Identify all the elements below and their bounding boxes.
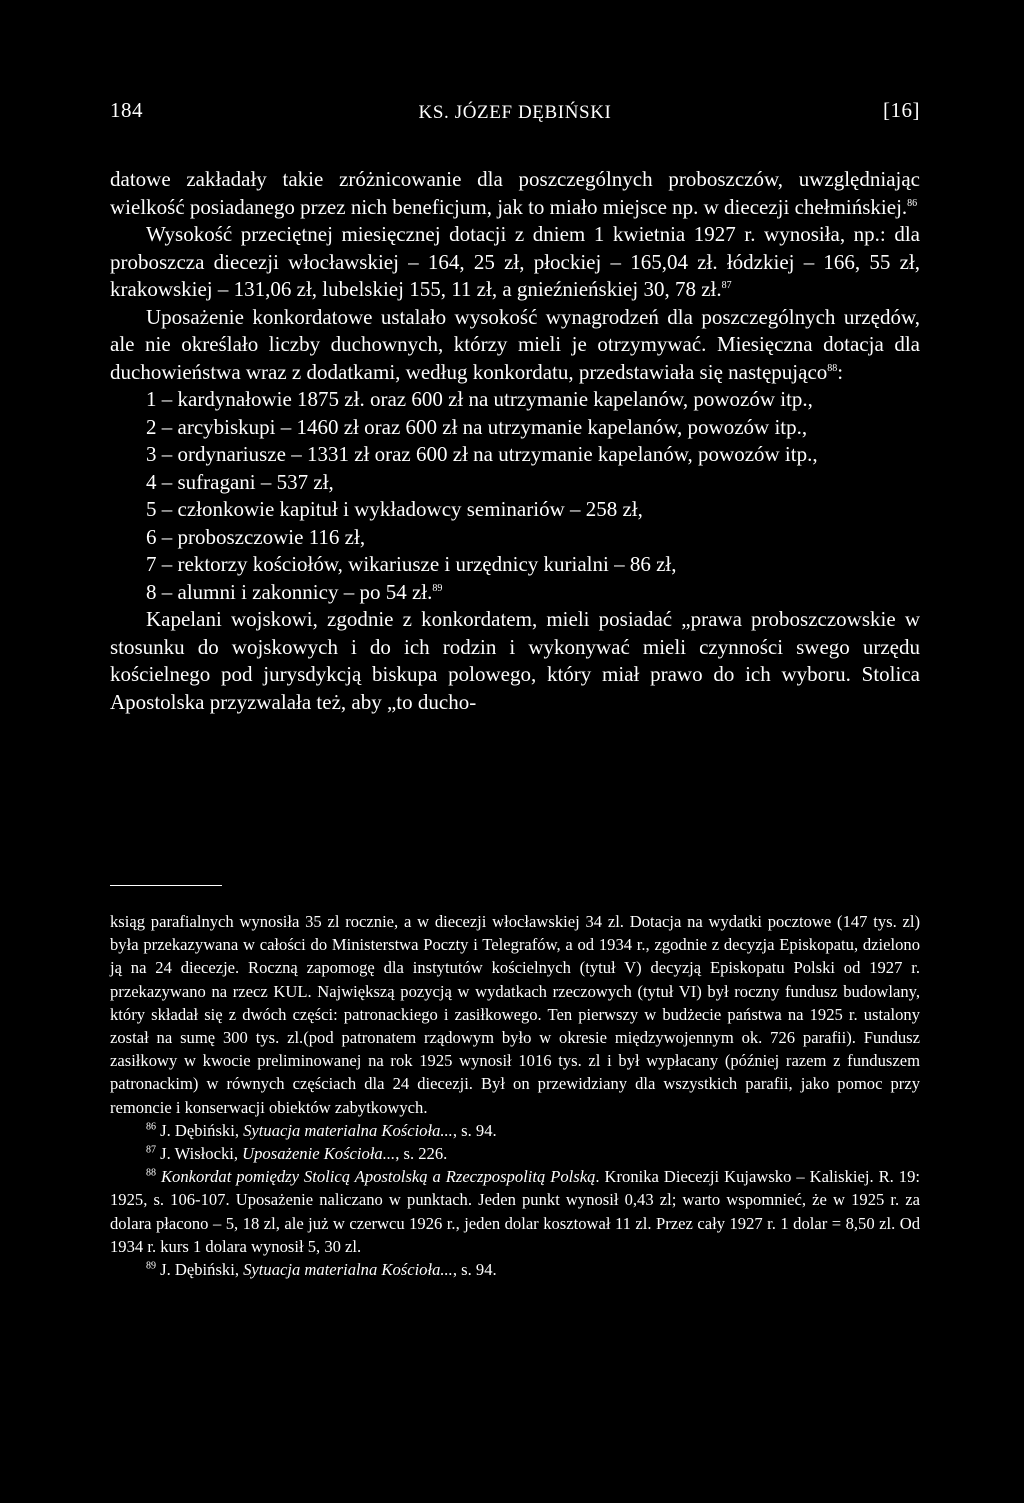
- footnote-ref-87[interactable]: 87: [721, 280, 732, 291]
- paragraph-1-text: datowe zakładały takie zróżnicowanie dla poszczególnych proboszczów, uwzględniając wielkość posiadanego przez nich beneficjum, jak to miało miejsce np. w diecezji chełmińskiej.: [110, 167, 920, 219]
- footnotes: [110, 910, 920, 1281]
- page-header: [110, 98, 920, 132]
- footnote-ref-86[interactable]: 86: [907, 197, 918, 209]
- footnote-continuation: ksiąg parafialnych wynosiła 35 zl rocznie, a w diecezji włocławskiej 34 zl. Dotacja na wydatki pocztowe (147 tys. zl) była przekazywana w całości do Ministerstwa Poczty i Telegrafów, a od 1934 r., zgodnie z decyzja Episkopatu, dzielono ją na 24 diecezje. Roczną zapomogę dla instytutów kościelnych (tytuł V) decyzją Episkopatu Polski od 1927 r. przekazywano na rzecz KUL. Największą pozycją w wydatkach rzeczowych (tytuł VI) był roczny fundusz budowlany, który składał się z dwóch części: patronackiego i zasiłkowego. Ten pierwszy w budżecie państwa na 1925 r. ustalony został na sumę 300 tys. zl.(pod patronatem rządowym było w okresie międzywojennym ok. 726 parafii). Fundusz zasiłkowy w kwocie preliminowanej na rok 1925 wynosił 1016 tys. zl i był wypłacany (później razem z funduszem patronackim) w równych częściach dla 24 diecezji. Był on przewidziany dla wszystkich parafii, jako pomoc przy remoncie i konserwacji obiektów zabytkowych.: [110, 912, 920, 1117]
- footnote-rest: , s. 94.: [452, 1120, 497, 1140]
- paragraph-3: [110, 304, 920, 387]
- footnote-rest: , s. 94.: [452, 1260, 497, 1280]
- footnote-ref-89[interactable]: 89: [432, 582, 443, 594]
- footnote-89: [110, 1258, 920, 1281]
- list-item: [110, 579, 920, 607]
- list-item: 2 – arcybiskupi – 1460 zł oraz 600 zł na utrzymanie kapelanów, powozów itp.,: [146, 414, 808, 439]
- paragraph-3-text: Uposażenie konkordatowe ustalało wysokość wynagrodzeń dla poszczególnych urzędów, ale nie określało liczby duchownych, którzy mieli je otrzymywać. Miesięczna dotacja dla duchowieństwa wraz z dodatkami, według konkordatu, przedstawiała się następująco: [110, 304, 920, 384]
- page-number: 184: [110, 98, 143, 122]
- list-item-text: 8 – alumni i zakonnicy – po 54 zł.: [146, 579, 433, 604]
- footnote-author: J. Dębiński,: [160, 1120, 244, 1140]
- footnote-divider: [110, 885, 222, 886]
- footnote-title: Sytuacja materialna Kościoła...: [243, 1260, 453, 1280]
- list-item: 7 – rektorzy kościołów, wikariusze i urzędnicy kurialni – 86 zł,: [146, 552, 677, 576]
- paragraph-4: Kapelani wojskowi, zgodnie z konkordatem, mieli posiadać „prawa proboszczowskie w stosunku do wojskowych i do ich rodzin i wykonywać mieli czynności swego urzędu kościelnego pod jurysdykcją biskupa polowego, który miał prawo do ich wyboru. Stolica Apostolska przyzwalała też, aby „to ducho-: [110, 607, 920, 714]
- footnote-88: [110, 1165, 920, 1258]
- footnote-number: 87: [146, 1144, 156, 1156]
- footnote-title: Sytuacja materialna Kościoła...: [243, 1120, 453, 1140]
- section-number: [16]: [883, 98, 920, 122]
- list-item: 3 – ordynariusze – 1331 zł oraz 600 zł na utrzymanie kapelanów, powozów itp.,: [146, 442, 818, 466]
- footnote-title: Uposażenie Kościoła...: [242, 1144, 396, 1164]
- footnote-ref-88[interactable]: 88: [827, 362, 838, 374]
- list-item: 6 – proboszczowie 116 zł,: [146, 524, 366, 549]
- footnote-title: Konkordat pomiędzy Stolicą Apostolską a Rzeczpospolitą Polską: [160, 1167, 596, 1187]
- list-item: 4 – sufragani – 537 zł,: [146, 469, 334, 494]
- footnote-86: [110, 1119, 920, 1142]
- paragraph-2: [110, 221, 920, 304]
- paragraph-1: [110, 166, 920, 221]
- list-item: 5 – członkowie kapituł i wykładowcy seminariów – 258 zł,: [146, 497, 643, 521]
- footnote-number: 86: [146, 1121, 156, 1133]
- paragraph-2-text: Wysokość przeciętnej miesięcznej dotacji z dniem 1 kwietnia 1927 r. wynosiła, np.: dla proboszcza diecezji włocławskiej – 164, 25 zł, płockiej – 165,04 zł. łódzkiej – 166, 55 zł, krakowskiej – 131,06 zł, lubelskiej 155, 11 zł, a gnieźnieńskiej 30, 78 zł.: [110, 222, 920, 301]
- footnote-number: 89: [146, 1260, 156, 1272]
- footnote-rest: . Kronika Diecezji Kujawsko – Kaliskiej. R. 19: 1925, s. 106-107. Uposażenie naliczano w punktach. Jeden punkt wynosił 0,43 zl; warto wspomnieć, że w 1925 r. za dolara płacono – 5, 18 zl, ale już w czerwcu 1926 r., jeden dolar kosztował 11 zl. Przez cały 1927 r. 1 dolar = 8,50 zl. Od 1934 r. kurs 1 dolara wynosił 5, 30 zl.: [110, 1167, 920, 1256]
- footnote-author: J. Dębiński,: [160, 1260, 244, 1280]
- main-text: [110, 166, 920, 716]
- footnote-rest: , s. 226.: [395, 1144, 448, 1164]
- footnote-number: 88: [146, 1167, 156, 1179]
- running-title: KS. JÓZEF DĘBIŃSKI: [418, 102, 612, 123]
- list-item: 1 – kardynałowie 1875 zł. oraz 600 zł na utrzymanie kapelanów, powozów itp.,: [146, 387, 813, 411]
- footnote-author: J. Wisłocki,: [160, 1144, 243, 1164]
- footnote-87: [110, 1142, 920, 1165]
- paragraph-3-colon: :: [837, 359, 844, 384]
